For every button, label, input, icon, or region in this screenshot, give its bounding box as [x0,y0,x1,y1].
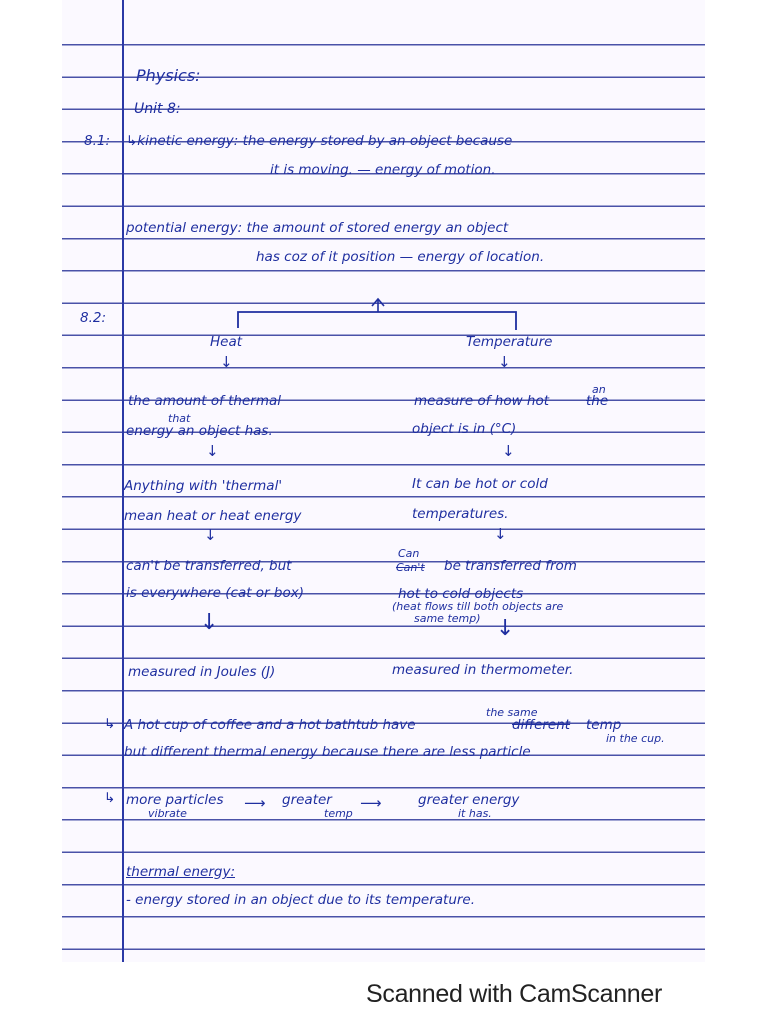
thermal-energy-definition: - energy stored in an object due to its temperature. [126,892,476,908]
arrow-down-icon: ↓ [498,353,511,371]
coffee-strike: different [512,717,571,733]
arrow-down-icon: ↓ [502,442,515,460]
heat-thermal-line-1: Anything with 'thermal' [124,478,283,494]
subject-heading: Physics: [136,66,201,85]
temp-transfer-insert: Can [398,547,420,560]
heat-transfer-line-1: can't be transferred, but [126,558,292,574]
potential-energy-line-2: has coz of it position — energy of location. [256,249,545,265]
particles-greater: greater [282,792,332,808]
heat-title: Heat [210,334,243,350]
temp-hot-cold-line-1: It can be hot or cold [412,476,548,492]
arrow-right-icon: ⟶ [360,794,382,812]
heat-measured: measured in Joules (J) [128,664,276,680]
arrow-down-icon: ↓ [494,525,507,543]
temp-transfer-strike: Can't [396,561,425,574]
particles-vibrate: vibrate [148,807,187,820]
scanner-watermark: Scanned with CamScanner [366,980,663,1008]
arrow-down-icon: ↓ [496,616,515,641]
potential-energy-line-1: potential energy: the amount of stored energy an object [126,220,509,236]
temp-transfer-note-2: same temp) [414,612,481,625]
temp-definition-insert: an [592,383,606,396]
coffee-insert-2: in the cup. [606,732,665,745]
temp-definition-strike: the [586,393,609,409]
section-81-label: 8.1: [84,133,111,149]
coffee-line-1: A hot cup of coffee and a hot bathtub have [124,717,416,733]
particles-it-has: it has. [458,807,492,820]
arrow-down-icon: ↓ [206,442,219,460]
coffee-line-2: but different thermal energy because there are less particle [124,744,531,760]
heat-thermal-line-2: mean heat or heat energy [124,508,302,524]
kinetic-energy-line-1: ↳kinetic energy: the energy stored by an object because [126,133,513,149]
split-bracket [236,296,518,332]
particles-more: more particles [126,792,224,808]
arrow-right-icon: ⟶ [244,794,266,812]
unit-heading: Unit 8: [134,101,181,117]
temp-transfer-line-2: hot to cold objects [398,586,524,602]
heat-transfer-line-2: is everywhere (cat or box) [126,585,304,601]
bullet-arrow-icon: ↳ [104,790,116,806]
heat-definition-line-1: the amount of thermal [128,393,282,409]
coffee-insert: the same [486,706,538,719]
section-82-label: 8.2: [80,310,107,326]
kinetic-energy-line-2: it is moving. — energy of motion. [270,162,496,178]
bullet-arrow-icon: ↳ [104,716,116,732]
temp-hot-cold-line-2: temperatures. [412,506,509,522]
temp-transfer-note-1: (heat flows till both objects are [392,600,564,613]
temp-transfer-line-1: be transferred from [444,558,577,574]
temp-definition-line-1: measure of how hot [414,393,550,409]
temp-definition-line-2: object is in (°C) [412,421,517,437]
arrow-down-icon: ↓ [204,526,217,544]
particles-greater-energy: greater energy [418,792,520,808]
temperature-title: Temperature [466,334,553,350]
coffee-temp: temp [586,717,622,733]
particles-temp: temp [324,807,353,820]
heat-definition-line-2: energy an object has. [126,423,273,439]
temp-measured: measured in thermometer. [392,662,574,678]
arrow-down-icon: ↓ [200,610,219,635]
thermal-energy-title: thermal energy: [126,864,235,880]
arrow-down-icon: ↓ [220,353,233,371]
heat-definition-insert: that [168,412,191,425]
